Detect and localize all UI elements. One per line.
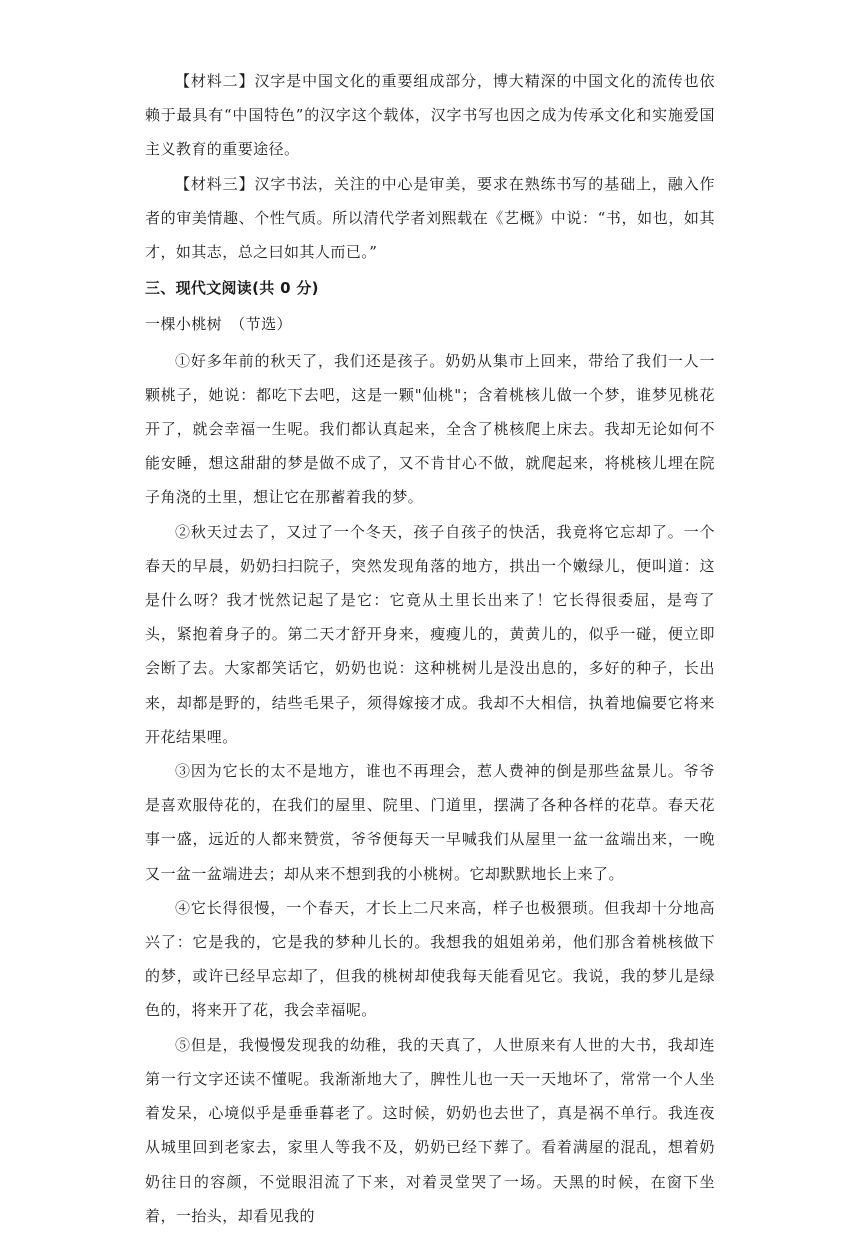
story-paragraph-1: ①好多年前的秋天了，我们还是孩子。奶奶从集市上回来，带给了我们一人一颗桃子，她说：都吃下去吧，这是一颗"仙桃"；含着桃核儿做一个梦，谁梦见桃花开了，就会幸福一生呢。我们都认真起来，全含了桃核爬上床去。我却无论如何不能安睡，想这甜甜的梦是做不成了，又不肯甘心不做，就爬起来，将桃核儿埋在院子角浇的土里，想让它在那蓄着我的梦。	[145, 351, 715, 507]
section-title: 三、现代文阅读(共 0 分)	[145, 279, 319, 298]
document-page	[145, 64, 715, 1233]
story-paragraph-2: ②秋天过去了，又过了一个冬天，孩子自孩子的快活，我竟将它忘却了。一个春天的早晨，奶奶扫扫院子，突然发现角落的地方，拱出一个嫩绿儿，便叫道：这是什么呀？我才恍然记起了是它：它竟从土里长出来了！它长得很委屈，是弯了头，紧抱着身子的。第二天才舒开身来，瘦瘦儿的，黄黄儿的，似乎一碰，便立即会断了去。大家都笑话它，奶奶也说：这种桃树儿是没出息的，多好的种子，长出来，却都是野的，结些毛果子，须得嫁接才成。我却不大相信，执着地偏要它将来开花结果哩。	[145, 522, 715, 746]
material-two-paragraph: 【材料二】汉字是中国文化的重要组成部分，博大精深的中国文化的流传也依赖于最具有“中国特色”的汉字这个载体，汉字书写也因之成为传承文化和实施爱国主义教育的重要途径。	[145, 72, 715, 159]
story-paragraph-4: ④它长得很慢，一个春天，才长上二尺来高，样子也极猥琐。但我却十分地高兴了：它是我的，它是我的梦种儿长的。我想我的姐姐弟弟，他们那含着桃核做下的梦，或许已经早忘却了，但我的桃树却使我每天能看见它。我说，我的梦儿是绿色的，将来开了花，我会幸福呢。	[145, 898, 715, 1020]
story-paragraph-5: ⑤但是，我慢慢发现我的幼稚，我的天真了，人世原来有人世的大书，我却连第一行文字还读不懂呢。我渐渐地大了，脾性儿也一天一天地坏了，常常一个人坐着发呆，心境似乎是垂垂暮老了。这时候，奶奶也去世了，真是祸不单行。我连夜从城里回到老家去，家里人等我不及，奶奶已经下葬了。看着满屋的混乱，想着奶奶往日的容颜，不觉眼泪流了下来，对着灵堂哭了一场。天黑的时候，在窗下坐着，一抬头，却看见我的	[145, 1035, 715, 1225]
story-title: 一棵小桃树 （节选）	[145, 315, 293, 334]
material-three-paragraph: 【材料三】汉字书法，关注的中心是审美，要求在熟练书写的基础上，融入作者的审美情趣、个性气质。所以清代学者刘熙载在《艺概》中说：“书，如也，如其才，如其志，总之曰如其人而已。”	[145, 174, 715, 262]
story-paragraph-3: ③因为它长的太不是地方，谁也不再理会，惹人费神的倒是那些盆景儿。爷爷是喜欢服侍花的，在我们的屋里、院里、门道里，摆满了各种各样的花草。春天花事一盛，远近的人都来赞赏，爷爷便每天一早喊我们从屋里一盆一盆端出来，一晚又一盆一盆端进去；却从来不想到我的小桃树。它却默默地长上来了。	[145, 762, 715, 883]
